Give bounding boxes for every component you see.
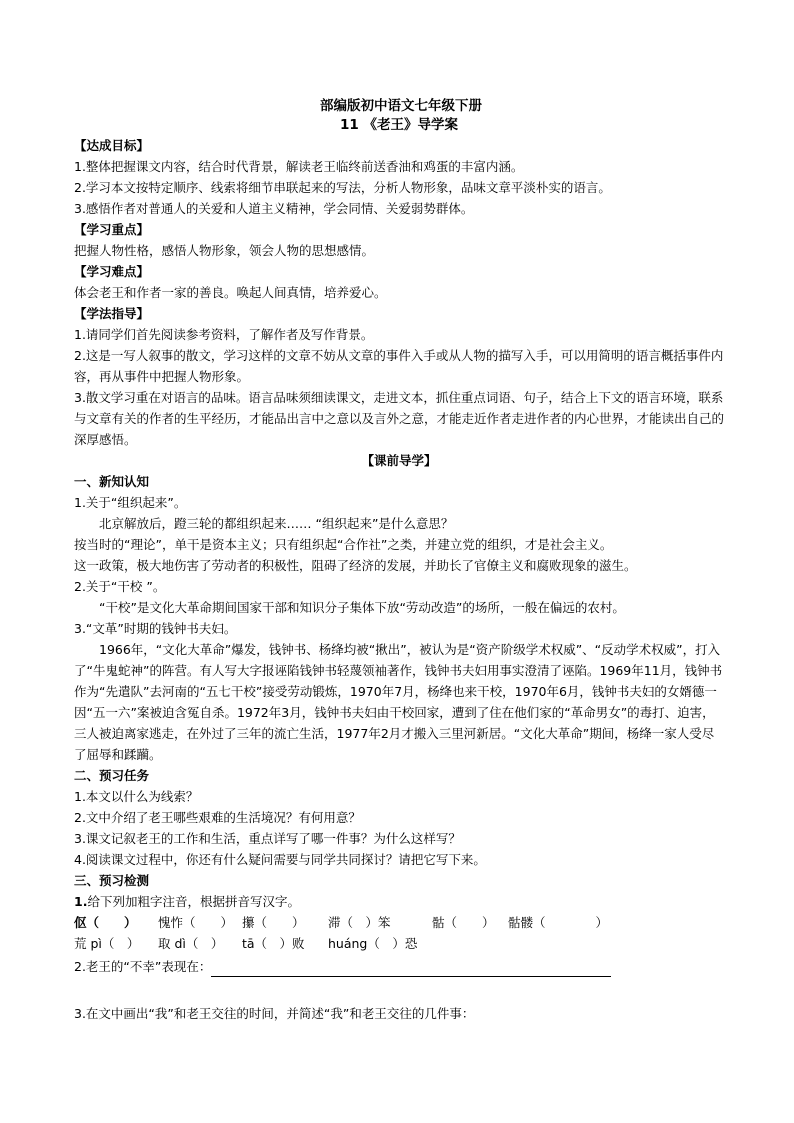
q2-title: 2.关于“干校 ”。: [74, 579, 166, 594]
part1-heading: 一、新知认知: [74, 474, 150, 489]
q1-line: 按当时的“理论”，单干是资本主义；只有组织起“合作社”之类，并建立党的组织，才是社会主义。: [74, 537, 613, 552]
task-item: 3.课文记叙老王的工作和生活，重点详写了哪一件事？为什么这样写？: [74, 831, 461, 846]
pinyin-item[interactable]: 滞（ ）笨: [328, 915, 391, 930]
document-title: 部编版初中语文七年级下册: [320, 98, 482, 114]
pinyin-item[interactable]: 骷（ ）: [432, 915, 495, 930]
key-points-heading: 【学习重点】: [74, 222, 150, 237]
pinyin-item[interactable]: 荒 pì（ ）: [74, 936, 140, 951]
guidance-item: 3.散文学习重在对语言的品味。语言品味须细读课文，走进文本，抓住重点词语、句子，结合上下文的语言环境，联系与文章有关的作者的生平经历，才能品出言中之意以及言外之意，才能走近作者走进作者的内心世界，才能读出自己的深厚感悟。: [74, 390, 725, 447]
guidance-item: 2.这是一写人叙事的散文，学习这样的文章不妨从文章的事件入手或从人物的描写入手，可以用简明的语言概括事件内容，再从事件中把握人物形象。: [74, 348, 724, 384]
pinyin-row-1: [74, 912, 724, 933]
guidance-heading: 【学法指导】: [74, 306, 150, 321]
task-item: 2.文中介绍了老王哪些艰难的生活境况？有何用意？: [74, 810, 361, 825]
guidance-item: 1.请同学们首先阅读参考资料，了解作者及写作背景。: [74, 327, 374, 342]
pinyin-row-2: [74, 933, 724, 954]
preclass-heading: 【课前导学】: [361, 453, 437, 468]
goal-item: 3.感悟作者对普通人的关爱和人道主义精神，学会同情、关爱弱势群体。: [74, 201, 474, 216]
answer-blank-line[interactable]: [211, 962, 611, 977]
test-q1: [74, 891, 724, 912]
difficulties-text: 体会老王和作者一家的善良。唤起人间真情，培养爱心。: [74, 285, 387, 300]
q3-title: 3.“文革”时期的钱钟书夫妇。: [74, 621, 237, 636]
goals-heading: 【达成目标】: [74, 138, 150, 153]
task-item: 4.阅读课文过程中，你还有什么疑问需要与同学共同探讨？请把它写下来。: [74, 852, 486, 867]
pinyin-item[interactable]: 愧怍（ ）: [158, 915, 234, 930]
pinyin-item[interactable]: 骷髅（ ）: [508, 915, 609, 930]
pinyin-item[interactable]: 伛（ ）: [74, 915, 137, 930]
pinyin-item[interactable]: huáng（ ）恐: [328, 936, 418, 951]
goal-item: 1.整体把握课文内容，结合时代背景，解读老王临终前送香油和鸡蛋的丰富内涵。: [74, 159, 524, 174]
q1-title: 1.关于“组织起来”。: [74, 495, 187, 510]
test-q2-text: 2.老王的“不幸”表现在：: [74, 959, 212, 974]
document-subtitle: 11 《老王》导学案: [340, 117, 458, 133]
goal-item: 2.学习本文按特定顺序、线索将细节串联起来的写法，分析人物形象，品味文章平淡朴实的语言。: [74, 180, 611, 195]
test-q2: [74, 956, 724, 977]
pinyin-item[interactable]: 取 dì（ ）: [158, 936, 224, 951]
part2-heading: 二、预习任务: [74, 768, 150, 783]
q1-line: 这一政策，极大地伤害了劳动者的积极性，阻碍了经济的发展，并助长了官僚主义和腐败现象的滋生。: [74, 558, 637, 573]
test-q1-text: 给下列加粗字注音，根据拼音写汉字。: [87, 894, 300, 909]
test-q1-number: 1.: [74, 894, 88, 909]
document-page: [74, 97, 724, 1024]
test-q3: 3.在文中画出“我”和老王交往的时间，并简述“我”和老王交往的几件事：: [74, 1006, 475, 1021]
difficulties-heading: 【学习难点】: [74, 264, 150, 279]
part3-heading: 三、预习检测: [74, 873, 150, 888]
pinyin-item[interactable]: 攥（ ）: [242, 915, 305, 930]
q1-quote: 北京解放后，蹬三轮的都组织起来…… “组织起来”是什么意思？: [99, 516, 454, 531]
task-item: 1.本文以什么为线索？: [74, 789, 199, 804]
q3-text: 1966年，“文化大革命”爆发，钱钟书、杨绛均被“揪出”，被认为是“资产阶级学术权威”、“反动学术权威”，打入了“牛鬼蛇神”的阵营。有人写大字报诬陷钱钟书轻蔑领袖著作，钱钟书夫妇用事实澄清了诬陷。1969年11月，钱钟书作为“先遣队”去河南的“五七干校”接受劳动锻炼，1970年7月，杨绛也来干校，1970年6月，钱钟书夫妇的女婿德一因“五一六”案被迫含冤自杀。1972年3月，钱钟书夫妇由干校回家，遭到了住在他们家的“革命男女”的毒打、迫害，三人被迫离家逃走，在外过了三年的流亡生活，1977年2月才搬入三里河新居。“文化大革命”期间，杨绛一家人受尽了屈辱和蹂躏。: [74, 642, 723, 762]
q2-text: “干校”是文化大革命期间国家干部和知识分子集体下放“劳动改造”的场所，一般在偏远的农村。: [99, 600, 625, 615]
key-points-text: 把握人物性格，感悟人物形象，领会人物的思想感情。: [74, 243, 375, 258]
pinyin-item[interactable]: tā（ ）败: [242, 936, 305, 951]
